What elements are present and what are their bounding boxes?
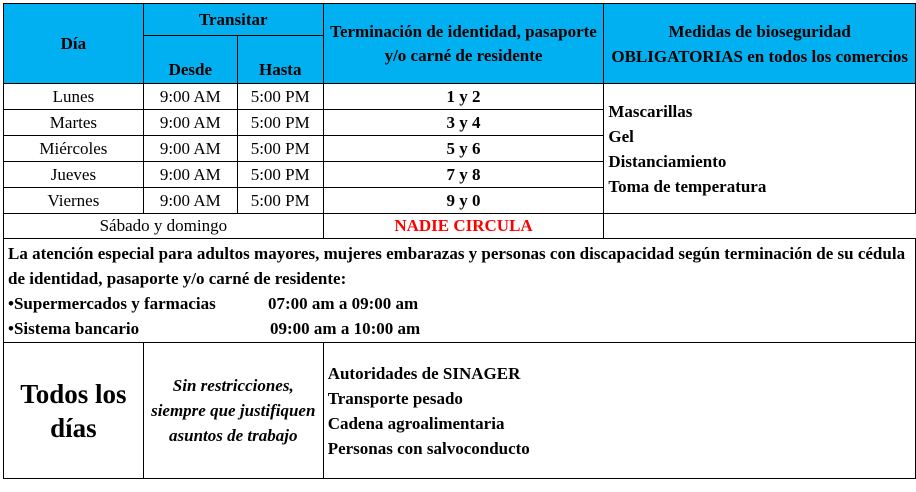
row-hasta: 5:00 PM bbox=[237, 162, 323, 188]
atencion-item-label: •Sistema bancario bbox=[8, 319, 140, 338]
header-hasta: Hasta bbox=[237, 36, 323, 84]
row-desde: 9:00 AM bbox=[143, 136, 237, 162]
atencion-item-time: 07:00 am a 09:00 am bbox=[268, 294, 419, 313]
table-row bbox=[4, 84, 916, 110]
atencion-intro: La atención especial para adultos mayores, mujeres embarazas y personas con discapacidad según terminación de su cédula de identidad, pasaporte y/o carné de residente: bbox=[8, 244, 906, 288]
header-transitar: Transitar bbox=[143, 4, 323, 36]
atencion-row bbox=[4, 239, 916, 343]
schedule-table bbox=[3, 3, 916, 479]
todos-item: Cadena agroalimentaria bbox=[327, 413, 505, 433]
medida-item: Gel bbox=[608, 126, 634, 146]
todos-item: Autoridades de SINAGER bbox=[327, 363, 521, 383]
row-hasta: 5:00 PM bbox=[237, 136, 323, 162]
row-terminacion: 7 y 8 bbox=[323, 162, 604, 188]
atencion-block bbox=[4, 239, 916, 343]
row-terminacion: 9 y 0 bbox=[323, 188, 604, 214]
row-desde: 9:00 AM bbox=[143, 84, 237, 110]
todos-list bbox=[323, 343, 915, 479]
row-hasta: 5:00 PM bbox=[237, 110, 323, 136]
medidas-list bbox=[604, 84, 916, 214]
row-desde: 9:00 AM bbox=[143, 162, 237, 188]
medida-item: Distanciamiento bbox=[608, 151, 727, 171]
header-dia: Día bbox=[4, 4, 144, 84]
row-dia: Jueves bbox=[4, 162, 144, 188]
todos-row bbox=[4, 343, 916, 479]
row-terminacion: 5 y 6 bbox=[323, 136, 604, 162]
medida-item: Toma de temperatura bbox=[608, 176, 767, 196]
row-desde: 9:00 AM bbox=[143, 188, 237, 214]
medida-item: Mascarillas bbox=[608, 101, 693, 121]
header-medidas: Medidas de bioseguridad OBLIGATORIAS en todos los comercios bbox=[604, 4, 916, 84]
atencion-item-time: 09:00 am a 10:00 am bbox=[270, 319, 421, 338]
weekend-row bbox=[4, 214, 916, 239]
weekend-label: Sábado y domingo bbox=[4, 214, 324, 239]
row-dia: Martes bbox=[4, 110, 144, 136]
atencion-item bbox=[8, 316, 915, 341]
header-terminacion: Terminación de identidad, pasaporte y/o carné de residente bbox=[323, 4, 604, 84]
row-dia: Lunes bbox=[4, 84, 144, 110]
atencion-item-label: •Supermercados y farmacias bbox=[8, 294, 216, 313]
header-desde: Desde bbox=[143, 36, 237, 84]
row-terminacion: 1 y 2 bbox=[323, 84, 604, 110]
todos-item: Transporte pesado bbox=[327, 388, 463, 408]
row-hasta: 5:00 PM bbox=[237, 84, 323, 110]
row-dia: Miércoles bbox=[4, 136, 144, 162]
atencion-item bbox=[8, 291, 915, 316]
todos-title: Todos los días bbox=[4, 343, 144, 479]
row-terminacion: 3 y 4 bbox=[323, 110, 604, 136]
row-desde: 9:00 AM bbox=[143, 110, 237, 136]
todos-item: Personas con salvoconducto bbox=[327, 438, 530, 458]
row-hasta: 5:00 PM bbox=[237, 188, 323, 214]
row-dia: Viernes bbox=[4, 188, 144, 214]
todos-condition: Sin restricciones, siempre que justifiquen asuntos de trabajo bbox=[143, 343, 323, 479]
weekend-value: NADIE CIRCULA bbox=[323, 214, 604, 239]
